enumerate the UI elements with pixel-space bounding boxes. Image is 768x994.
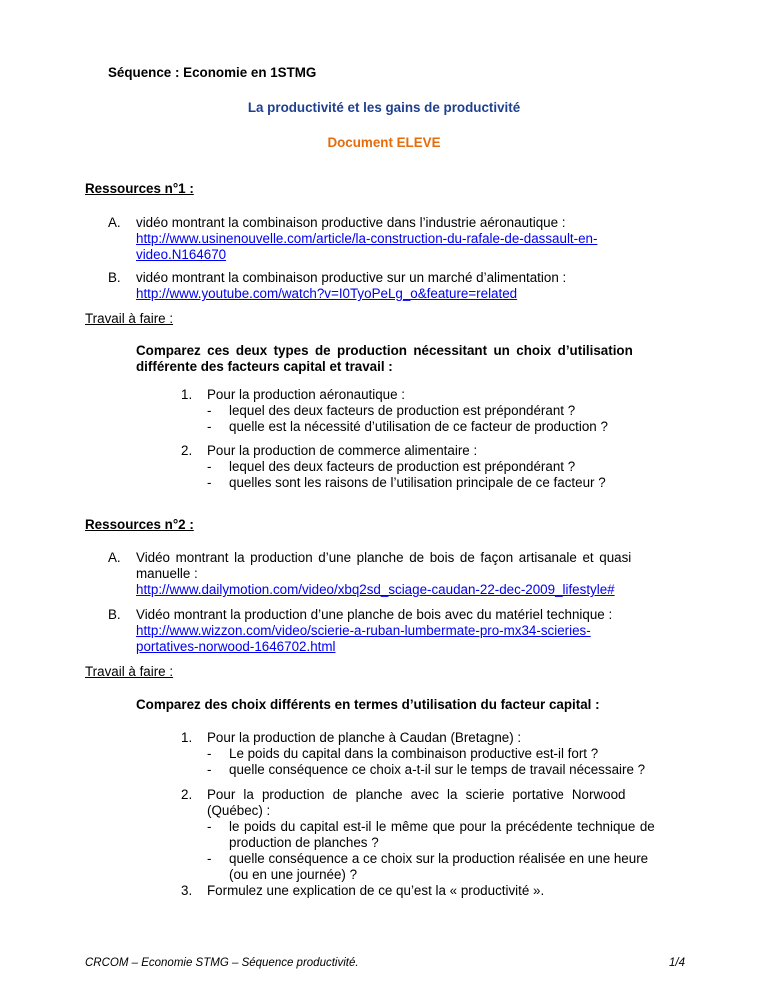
dash: - [207, 819, 212, 834]
res1-item-a-link-line1[interactable]: http://www.usinenouvelle.com/article/la-construction-du-rafale-de-dassault-en- [136, 231, 598, 246]
res2-item-a-link[interactable]: http://www.dailymotion.com/video/xbq2sd_sciage-caudan-22-dec-2009_lifestyle# [136, 582, 615, 597]
res2-item-b-text: Vidéo montrant la production d’une planche de bois avec du matériel technique : [136, 607, 613, 622]
res2-task-label: Travail à faire : [85, 664, 174, 679]
resources-1-heading: Ressources n°1 : [85, 181, 194, 196]
res2-item-a-text2: manuelle : [136, 566, 198, 581]
res2-item-b-link-line1[interactable]: http://www.wizzon.com/video/scierie-a-ruban-lumbermate-pro-mx34-scieries- [136, 623, 591, 638]
res2-q2-number: 2. [181, 787, 193, 802]
res1-item-a-text: vidéo montrant la combinaison productive dans l’industrie aéronautique : [136, 215, 566, 230]
footer-page-number: 1/4 [669, 957, 685, 969]
resources-2-heading: Ressources n°2 : [85, 517, 194, 532]
res2-q2-text1: Pour la production de planche avec la scierie portative Norwood [207, 787, 626, 802]
res2-q3-text: Formulez une explication de ce qu’est la « productivité ». [207, 883, 545, 898]
res1-q2-detail1: lequel des deux facteurs de production est prépondérant ? [229, 459, 576, 474]
res2-q2-detail1-line1: le poids du capital est-il le même que pour la précédente technique de [229, 819, 655, 834]
res2-q1-detail1: Le poids du capital dans la combinaison productive est-il fort ? [229, 746, 599, 761]
document-title: La productivité et les gains de productivité [247, 100, 521, 115]
res2-item-b-link-line2[interactable]: portatives-norwood-1646702.html [136, 639, 336, 654]
res1-task-line2: différente des facteurs capital et travail : [136, 359, 393, 374]
res2-item-a-text1: Vidéo montrant la production d’une planche de bois de façon artisanale et quasi [136, 550, 632, 565]
res1-q1-detail1: lequel des deux facteurs de production est prépondérant ? [229, 403, 576, 418]
res1-task-line1: Comparez ces deux types de production nécessitant un choix d’utilisation [136, 343, 633, 358]
res2-q1-text: Pour la production de planche à Caudan (Bretagne) : [207, 730, 522, 745]
res2-q3-number: 3. [181, 883, 193, 898]
footer-left: CRCOM – Economie STMG – Séquence productivité. [85, 957, 359, 969]
res1-item-b-letter: B. [108, 270, 121, 285]
res1-item-a-link-line2[interactable]: video.N164670 [136, 247, 227, 262]
dash: - [207, 475, 212, 490]
dash: - [207, 419, 212, 434]
res1-item-a-link-cont[interactable] [136, 247, 226, 262]
dash: - [207, 403, 212, 418]
res2-q2-detail2-line1: quelle conséquence a ce choix sur la production réalisée en une heure [229, 851, 649, 866]
dash: - [207, 746, 212, 761]
res2-q2-detail1-line2: production de planches ? [229, 835, 379, 850]
res1-item-b-link[interactable]: http://www.youtube.com/watch?v=I0TyoPeLg_o&feature=related [136, 286, 518, 301]
res2-item-a-letter: A. [108, 550, 121, 565]
dash: - [207, 851, 212, 866]
res2-q2-detail2-line2: (ou en une journée) ? [229, 867, 358, 882]
res1-q1-detail2: quelle est la nécessité d’utilisation de ce facteur de production ? [229, 419, 608, 434]
res1-q2-number: 2. [181, 443, 193, 458]
res2-task-line: Comparez des choix différents en termes d’utilisation du facteur capital : [136, 697, 600, 712]
dash: - [207, 459, 212, 474]
res1-item-a-letter: A. [108, 215, 121, 230]
res2-item-b-letter: B. [108, 607, 121, 622]
res1-q1-text: Pour la production aéronautique : [207, 387, 406, 402]
sequence-heading: Séquence : Economie en 1STMG [108, 65, 317, 80]
dash: - [207, 762, 212, 777]
res1-q2-text: Pour la production de commerce alimentaire : [207, 443, 478, 458]
res2-q1-detail2: quelle conséquence ce choix a-t-il sur le temps de travail nécessaire ? [229, 762, 646, 777]
res1-task-label: Travail à faire : [85, 311, 174, 326]
document-label: Document ELEVE [327, 135, 441, 150]
res1-item-a-link[interactable] [136, 231, 597, 246]
res1-q2-detail2: quelles sont les raisons de l’utilisation principale de ce facteur ? [229, 475, 606, 490]
res1-q1-number: 1. [181, 387, 193, 402]
res1-item-b-text: vidéo montrant la combinaison productive sur un marché d’alimentation : [136, 270, 567, 285]
res2-q1-number: 1. [181, 730, 193, 745]
res2-q2-text2: (Québec) : [207, 803, 271, 818]
